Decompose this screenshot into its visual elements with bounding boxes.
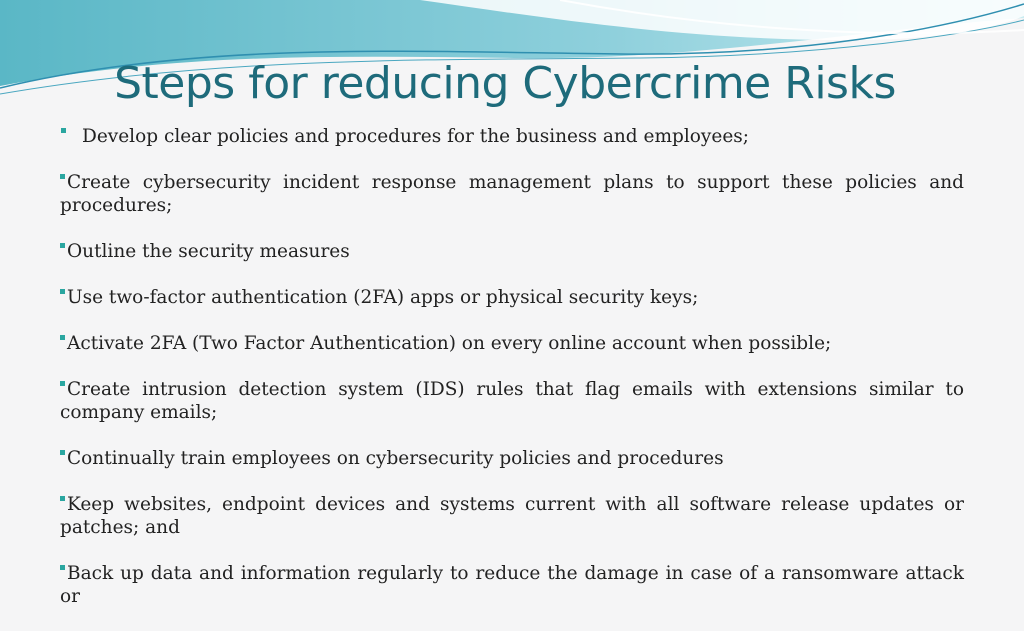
bullet-list <box>60 125 964 631</box>
square-bullet-icon <box>60 565 65 570</box>
list-item <box>60 562 964 608</box>
list-item-text: Develop clear policies and procedures for the business and employees; <box>82 126 749 147</box>
square-bullet-icon <box>61 128 66 133</box>
list-item-text: Activate 2FA (Two Factor Authentication) on every online account when possible; <box>67 333 832 354</box>
list-item <box>60 240 964 263</box>
list-item-text: Create intrusion detection system (IDS) rules that flag emails with extensions similar to company emails; <box>60 379 964 423</box>
square-bullet-icon <box>60 289 65 294</box>
slide-title: Steps for reducing Cybercrime Risks <box>114 58 896 109</box>
list-item-text: Back up data and information regularly to reduce the damage in case of a ransomware attack or <box>60 563 964 607</box>
list-item-text: Continually train employees on cybersecurity policies and procedures <box>67 448 724 469</box>
list-item-text: Outline the security measures <box>67 241 350 262</box>
list-item <box>60 378 964 424</box>
square-bullet-icon <box>60 174 65 179</box>
list-item <box>60 447 964 470</box>
square-bullet-icon <box>60 381 65 386</box>
list-item <box>60 493 964 539</box>
square-bullet-icon <box>60 496 65 501</box>
list-item-text: Use two-factor authentication (2FA) apps or physical security keys; <box>67 287 699 308</box>
list-item <box>60 125 964 148</box>
list-item <box>60 171 964 217</box>
list-item <box>60 286 964 309</box>
list-item <box>60 332 964 355</box>
square-bullet-icon <box>60 243 65 248</box>
list-item-text: Create cybersecurity incident response management plans to support these policies and procedures; <box>60 172 964 216</box>
square-bullet-icon <box>60 450 65 455</box>
square-bullet-icon <box>60 335 65 340</box>
list-item-text: Keep websites, endpoint devices and systems current with all software release updates or patches; and <box>60 494 964 538</box>
